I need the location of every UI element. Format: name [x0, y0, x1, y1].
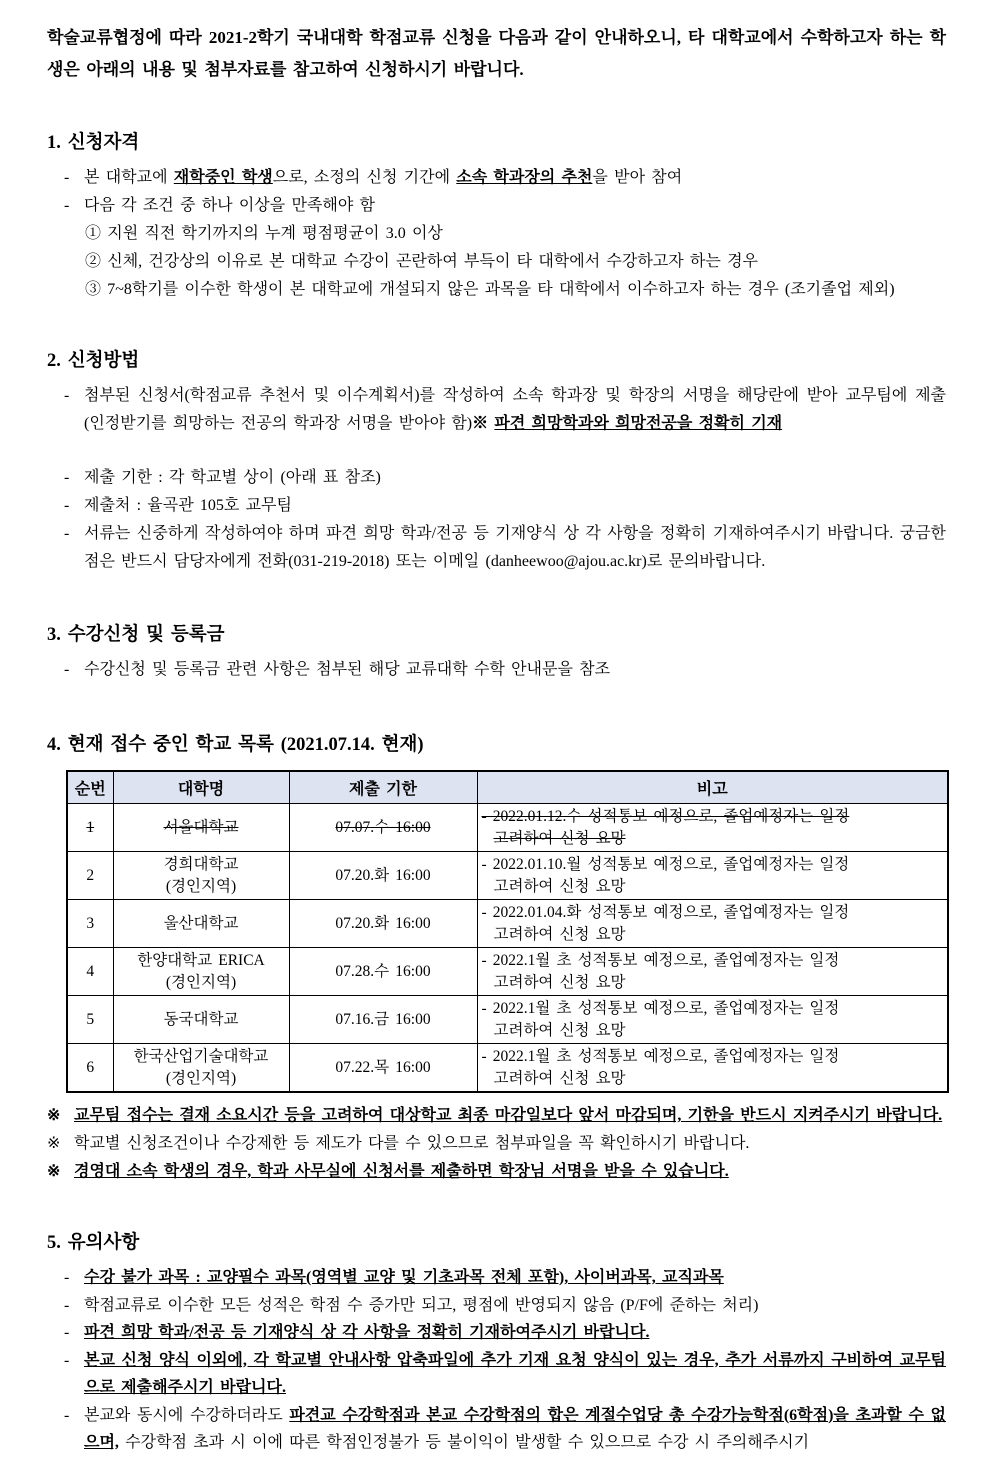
cell-deadline: 07.07.수 16:00: [289, 804, 477, 852]
text-run: 으로, 소정의 신청 기간에: [272, 169, 457, 186]
cell-no: 1: [67, 804, 113, 852]
note-marker: ※: [47, 1107, 61, 1124]
university-region: (경인지역): [165, 973, 237, 991]
cell-no: 6: [67, 1044, 113, 1093]
cell-university: [113, 1044, 289, 1093]
section-course-registration: [47, 622, 946, 684]
column-header-university: 대학명: [113, 771, 289, 804]
precaution-bullet-5: [64, 1402, 946, 1457]
table-row-dongguk: [67, 996, 948, 1044]
dash-bullet-marker: -: [64, 497, 70, 514]
precaution-bullet-4-text: 본교 신청 양식 이외에, 각 학교별 안내사항 압축파일에 추가 기재 요청 양식이 있는 경우, 추가 서류까지 구비하여 교무팀으로 제출해주시기 바랍니다.: [84, 1351, 946, 1396]
cell-deadline: 07.22.목 16:00: [289, 1044, 477, 1093]
eligibility-bullet-1: [64, 164, 946, 192]
dash-bullet-marker: -: [64, 197, 70, 214]
remark-line-1: - 2022.01.04.화 성적통보 예정으로, 졸업예정자는 일정: [481, 903, 850, 921]
apply-bullet-4: [64, 520, 946, 576]
dash-bullet-marker: -: [64, 1324, 70, 1341]
emphasis-credit-limit: 파견교 수강학점과 본교 수강학점의 합은 계절수업당 총 수강가능학점(6학점)을 초과할 수 없으며,: [84, 1406, 946, 1451]
dash-bullet-marker: -: [64, 1296, 70, 1314]
remark-line-1: - 2022.01.12.수 성적통보 예정으로, 졸업예정자는 일정: [481, 807, 850, 825]
table-row-hanyang-erica: [67, 948, 948, 996]
apply-bullet-3-text: 제출처 : 율곡관 105호 교무팀: [84, 497, 292, 514]
dash-bullet-marker: -: [64, 661, 70, 678]
eligibility-bullet-1-text: [84, 164, 946, 192]
cell-university: [113, 804, 289, 852]
cell-deadline: 07.16.금 16:00: [289, 996, 477, 1044]
note-business-school: [47, 1158, 946, 1186]
remark-line-1: - 2022.1월 초 성적통보 예정으로, 졸업예정자는 일정: [481, 999, 840, 1017]
section-school-list: [47, 732, 946, 1186]
emphasis-enrolled-student: 재학중인 학생: [173, 169, 273, 186]
note-check-attachments-text: 학교별 신청조건이나 수강제한 등 제도가 다를 수 있으므로 첨부파일을 꼭 확인하시기 바랍니다.: [74, 1135, 750, 1152]
university-name: 경희대학교: [163, 855, 239, 873]
cell-no: 4: [67, 948, 113, 996]
text-run: 수강학점 초과 시 이에 따른 학점인정불가 등 불이익이 발생할 수 있으므로 수강 시 주의해주시기: [118, 1434, 810, 1451]
text-run: 을 받아 참여: [592, 169, 683, 186]
apply-bullet-1-text: [84, 382, 946, 438]
apply-bullet-2-text: 제출 기한 : 각 학교별 상이 (아래 표 참조): [84, 469, 381, 486]
note-deadline-warning: [47, 1102, 946, 1130]
table-notes: [47, 1102, 946, 1186]
university-name: 서울대학교: [163, 818, 239, 836]
column-header-deadline: 제출 기한: [289, 771, 477, 804]
emphasis-dispatch-major: 파견 희망학과와 희망전공을 정확히 기재: [494, 415, 783, 432]
precaution-bullet-1: [64, 1264, 946, 1292]
precaution-bullet-5-text: [84, 1402, 946, 1457]
dash-bullet-marker: -: [64, 1351, 70, 1369]
precaution-bullet-1-text: 수강 불가 과목 : 교양필수 과목(영역별 교양 및 기초과목 전체 포함), 사이버과목, 교직과목: [84, 1269, 724, 1286]
precaution-bullet-3: [64, 1319, 946, 1347]
remark-line-2: 고려하여 신청 요망: [493, 925, 626, 943]
dash-bullet-marker: -: [64, 525, 70, 542]
remark-line-2: 고려하여 신청 요망: [493, 877, 626, 895]
university-region: (경인지역): [165, 877, 237, 895]
note-marker: ※: [47, 1163, 61, 1180]
university-name: 울산대학교: [163, 914, 239, 932]
apply-bullet-3: [64, 492, 946, 520]
remark-line-1: - 2022.1월 초 성적통보 예정으로, 졸업예정자는 일정: [481, 951, 840, 969]
precaution-bullet-2: [64, 1292, 946, 1320]
apply-bullet-4-text: 서류는 신중하게 작성하여야 하며 파견 희망 학과/전공 등 기재양식 상 각 사항을 정확히 기재하여주시기 바랍니다. 궁금한 점은 반드시 담당자에게 전화(031-219-2018) 또는 이메일 (danheewoo@ajou.ac.kr)로 문의바랍니다.: [84, 525, 946, 570]
dash-bullet-marker: -: [64, 169, 70, 186]
cell-remark: [477, 900, 948, 948]
table-row-ulsan: [67, 900, 948, 948]
cell-university: [113, 948, 289, 996]
section-title-eligibility: 1. 신청자격: [47, 133, 140, 153]
table-row-kyunghee: [67, 852, 948, 900]
apply-bullet-1: [64, 382, 946, 438]
section-how-to-apply: [47, 348, 946, 576]
table-row-kpu: [67, 1044, 948, 1093]
eligibility-condition-1: ① 지원 직전 학기까지의 누계 평점평균이 3.0 이상: [85, 225, 443, 242]
cell-university: [113, 996, 289, 1044]
column-header-no: 순번: [67, 771, 113, 804]
eligibility-bullet-2-text: 다음 각 조건 중 하나 이상을 만족해야 함: [84, 197, 375, 214]
note-deadline-warning-text: 교무팀 접수는 결재 소요시간 등을 고려하여 대상학교 최종 마감일보다 앞서 마감되며, 기한을 반드시 지켜주시기 바랍니다.: [74, 1107, 943, 1124]
dash-bullet-marker: -: [64, 469, 70, 486]
remark-line-1: - 2022.1월 초 성적통보 예정으로, 졸업예정자는 일정: [481, 1047, 840, 1065]
column-header-remark: 비고: [477, 771, 948, 804]
registration-bullet-1: [64, 656, 946, 684]
cell-no: 3: [67, 900, 113, 948]
cell-remark: [477, 948, 948, 996]
table-header-row: [67, 771, 948, 804]
section-title-how-to-apply: 2. 신청방법: [47, 351, 140, 371]
section-title-school-list: 4. 현재 접수 중인 학교 목록 (2021.07.14. 현재): [47, 735, 424, 755]
section-title-course-registration: 3. 수강신청 및 등록금: [47, 625, 225, 645]
cell-university: [113, 900, 289, 948]
text-run: 첨부된 신청서(학점교류 추천서 및 이수계획서)를 작성하여 소속 학과장 및 학장의 서명을 해당란에 받아 교무팀에 제출 (인정받기를 희망하는 전공의 학과장 서명을 받아야 함): [84, 387, 946, 432]
reference-mark: ※: [472, 415, 495, 432]
dash-bullet-marker: -: [64, 387, 70, 404]
cell-no: 5: [67, 996, 113, 1044]
eligibility-bullet-2: [64, 192, 946, 220]
note-marker: ※: [47, 1135, 61, 1152]
eligibility-condition-3: ③ 7~8학기를 이수한 학생이 본 대학교에 개설되지 않은 과목을 타 대학에서 이수하고자 하는 경우 (조기졸업 제외): [85, 281, 895, 298]
university-name: 한국산업기술대학교: [133, 1047, 269, 1065]
intro-paragraph: 학술교류협정에 따라 2021-2학기 국내대학 학점교류 신청을 다음과 같이 안내하오니, 타 대학교에서 수학하고자 하는 학생은 아래의 내용 및 첨부자료를 참고하여 신청하시기 바랍니다.: [47, 28, 946, 79]
text-run: 본교와 동시에 수강하더라도: [84, 1406, 290, 1424]
school-list-table: [66, 770, 949, 1093]
cell-remark: [477, 852, 948, 900]
university-name: 한양대학교 ERICA: [137, 951, 265, 969]
precaution-bullet-3-text: 파견 희망 학과/전공 등 기재양식 상 각 사항을 정확히 기재하여주시기 바랍니다.: [84, 1324, 650, 1341]
section-title-precautions: 5. 유의사항: [47, 1233, 140, 1253]
note-check-attachments: [47, 1130, 946, 1158]
cell-remark: [477, 996, 948, 1044]
registration-bullet-1-text: 수강신청 및 등록금 관련 사항은 첨부된 해당 교류대학 수학 안내문을 참조: [84, 661, 611, 678]
remark-line-2: 고려하여 신청 요망: [493, 829, 626, 847]
dash-bullet-marker: -: [64, 1406, 70, 1424]
remark-line-2: 고려하여 신청 요망: [493, 1069, 626, 1087]
cell-deadline: 07.28.수 16:00: [289, 948, 477, 996]
precaution-bullet-4: [64, 1347, 946, 1402]
university-region: (경인지역): [165, 1069, 237, 1087]
remark-line-1: - 2022.01.10.월 성적통보 예정으로, 졸업예정자는 일정: [481, 855, 850, 873]
precaution-bullet-2-text: 학점교류로 이수한 모든 성적은 학점 수 증가만 되고, 평점에 반영되지 않음 (P/F에 준하는 처리): [84, 1296, 759, 1314]
emphasis-dept-head-recommendation: 소속 학과장의 추천: [456, 169, 593, 186]
section-eligibility: [47, 130, 946, 304]
text-run: 본 대학교에: [84, 169, 174, 186]
apply-bullet-2: [64, 464, 946, 492]
dash-bullet-marker: -: [64, 1269, 70, 1286]
remark-line-2: 고려하여 신청 요망: [493, 973, 626, 991]
eligibility-condition-2: ② 신체, 건강상의 이유로 본 대학교 수강이 곤란하여 부득이 타 대학에서 수강하고자 하는 경우: [85, 253, 758, 270]
cell-no: 2: [67, 852, 113, 900]
section-precautions: [47, 1230, 946, 1457]
cell-deadline: 07.20.화 16:00: [289, 900, 477, 948]
cell-university: [113, 852, 289, 900]
table-row-seoul-cancelled: [67, 804, 948, 852]
cell-deadline: 07.20.화 16:00: [289, 852, 477, 900]
university-name: 동국대학교: [163, 1010, 239, 1028]
note-business-school-text: 경영대 소속 학생의 경우, 학과 사무실에 신청서를 제출하면 학장님 서명을 받을 수 있습니다.: [74, 1163, 729, 1180]
cell-remark: [477, 1044, 948, 1093]
cell-remark: [477, 804, 948, 852]
remark-line-2: 고려하여 신청 요망: [493, 1021, 626, 1039]
